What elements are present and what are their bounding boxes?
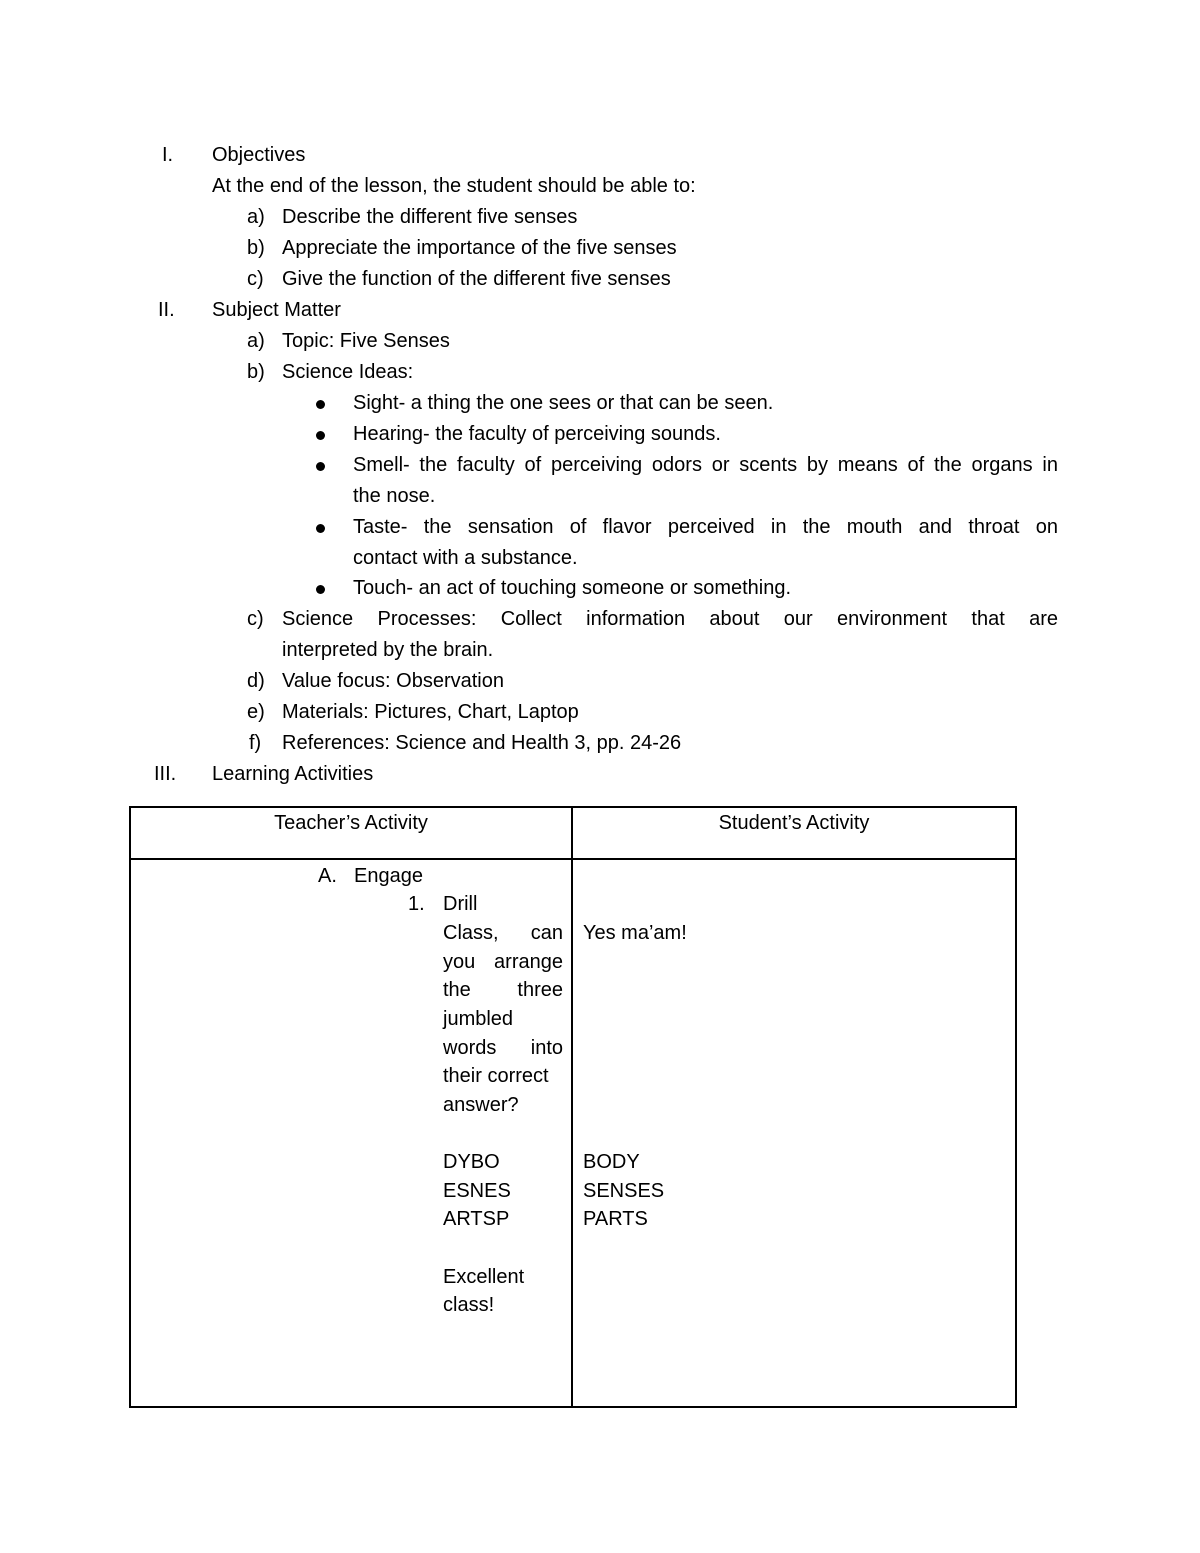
jumbled-word: ARTSP [443, 1208, 510, 1230]
drill-prompt-line: jumbled [443, 1008, 514, 1030]
learning-activities-table [129, 806, 1017, 1408]
objective-item: Appreciate the importance of the five senses [282, 237, 677, 259]
teacher-activity-cell [130, 859, 572, 1407]
drill-heading: Drill [443, 893, 478, 915]
drill-marker: 1. [408, 893, 425, 915]
science-ideas-marker: b) [247, 361, 265, 383]
science-idea-taste: Taste- the sensation of flavor perceived in the mouth and throat on [353, 516, 1058, 538]
bullet-icon [316, 431, 325, 440]
science-idea-smell-cont: the nose. [353, 485, 436, 507]
drill-prompt-line: words into [443, 1037, 563, 1059]
section-numeral-objectives: I. [162, 144, 174, 166]
science-idea-smell: Smell- the faculty of perceiving odors or scents by means of the organs in [353, 454, 1058, 476]
student-activity-cell [572, 859, 1016, 1407]
drill-prompt-line: their correct [443, 1065, 549, 1087]
value-focus: Value focus: Observation [282, 670, 504, 692]
objective-marker: c) [247, 268, 264, 290]
science-idea-sight: Sight- a thing the one sees or that can be seen. [353, 392, 774, 414]
science-idea-hearing: Hearing- the faculty of perceiving sounds. [353, 423, 721, 445]
science-idea-taste-cont: contact with a substance. [353, 547, 578, 569]
objectives-intro: At the end of the lesson, the student should be able to: [212, 175, 696, 197]
bullet-icon [316, 585, 325, 594]
value-focus-marker: d) [247, 670, 265, 692]
bullet-icon [316, 400, 325, 409]
topic-marker: a) [247, 330, 265, 352]
section-heading-learning-activities: Learning Activities [212, 763, 374, 785]
jumbled-word: DYBO [443, 1151, 500, 1173]
science-idea-touch: Touch- an act of touching someone or something. [353, 577, 792, 599]
student-answer: SENSES [583, 1180, 665, 1202]
objective-marker: a) [247, 206, 265, 228]
header-teacher-activity: Teacher’s Activity [130, 807, 572, 859]
section-heading-objectives: Objectives [212, 144, 306, 166]
science-processes-cont: interpreted by the brain. [282, 639, 494, 661]
materials-marker: e) [247, 701, 265, 723]
bullet-icon [316, 462, 325, 471]
table-row [130, 859, 1016, 1407]
drill-prompt-line: answer? [443, 1094, 519, 1116]
student-answer: PARTS [583, 1208, 648, 1230]
section-heading-subject-matter: Subject Matter [212, 299, 341, 321]
drill-prompt-line: the three [443, 979, 563, 1001]
bullet-icon [316, 524, 325, 533]
student-answer: BODY [583, 1151, 640, 1173]
science-processes: Science Processes: Collect information about our environment that are [282, 608, 1058, 630]
materials: Materials: Pictures, Chart, Laptop [282, 701, 579, 723]
section-numeral-learning-activities: III. [154, 763, 177, 785]
student-reply: Yes ma’am! [583, 922, 687, 944]
drill-prompt-line: Class, can [443, 922, 563, 944]
engage-heading: Engage [354, 865, 423, 887]
objective-item: Describe the different five senses [282, 206, 578, 228]
header-student-activity: Student’s Activity [572, 807, 1016, 859]
closing-remark: Excellent [443, 1266, 525, 1288]
objective-item: Give the function of the different five senses [282, 268, 671, 290]
references-marker: f) [249, 732, 262, 754]
references: References: Science and Health 3, pp. 24-26 [282, 732, 682, 754]
science-ideas-label: Science Ideas: [282, 361, 414, 383]
topic-text: Topic: Five Senses [282, 330, 450, 352]
closing-remark: class! [443, 1294, 495, 1316]
drill-prompt-line: you arrange [443, 951, 563, 973]
engage-marker: A. [318, 865, 337, 887]
objective-marker: b) [247, 237, 265, 259]
jumbled-word: ESNES [443, 1180, 511, 1202]
processes-marker: c) [247, 608, 264, 630]
table-header-row [130, 807, 1016, 859]
section-numeral-subject-matter: II. [158, 299, 175, 321]
